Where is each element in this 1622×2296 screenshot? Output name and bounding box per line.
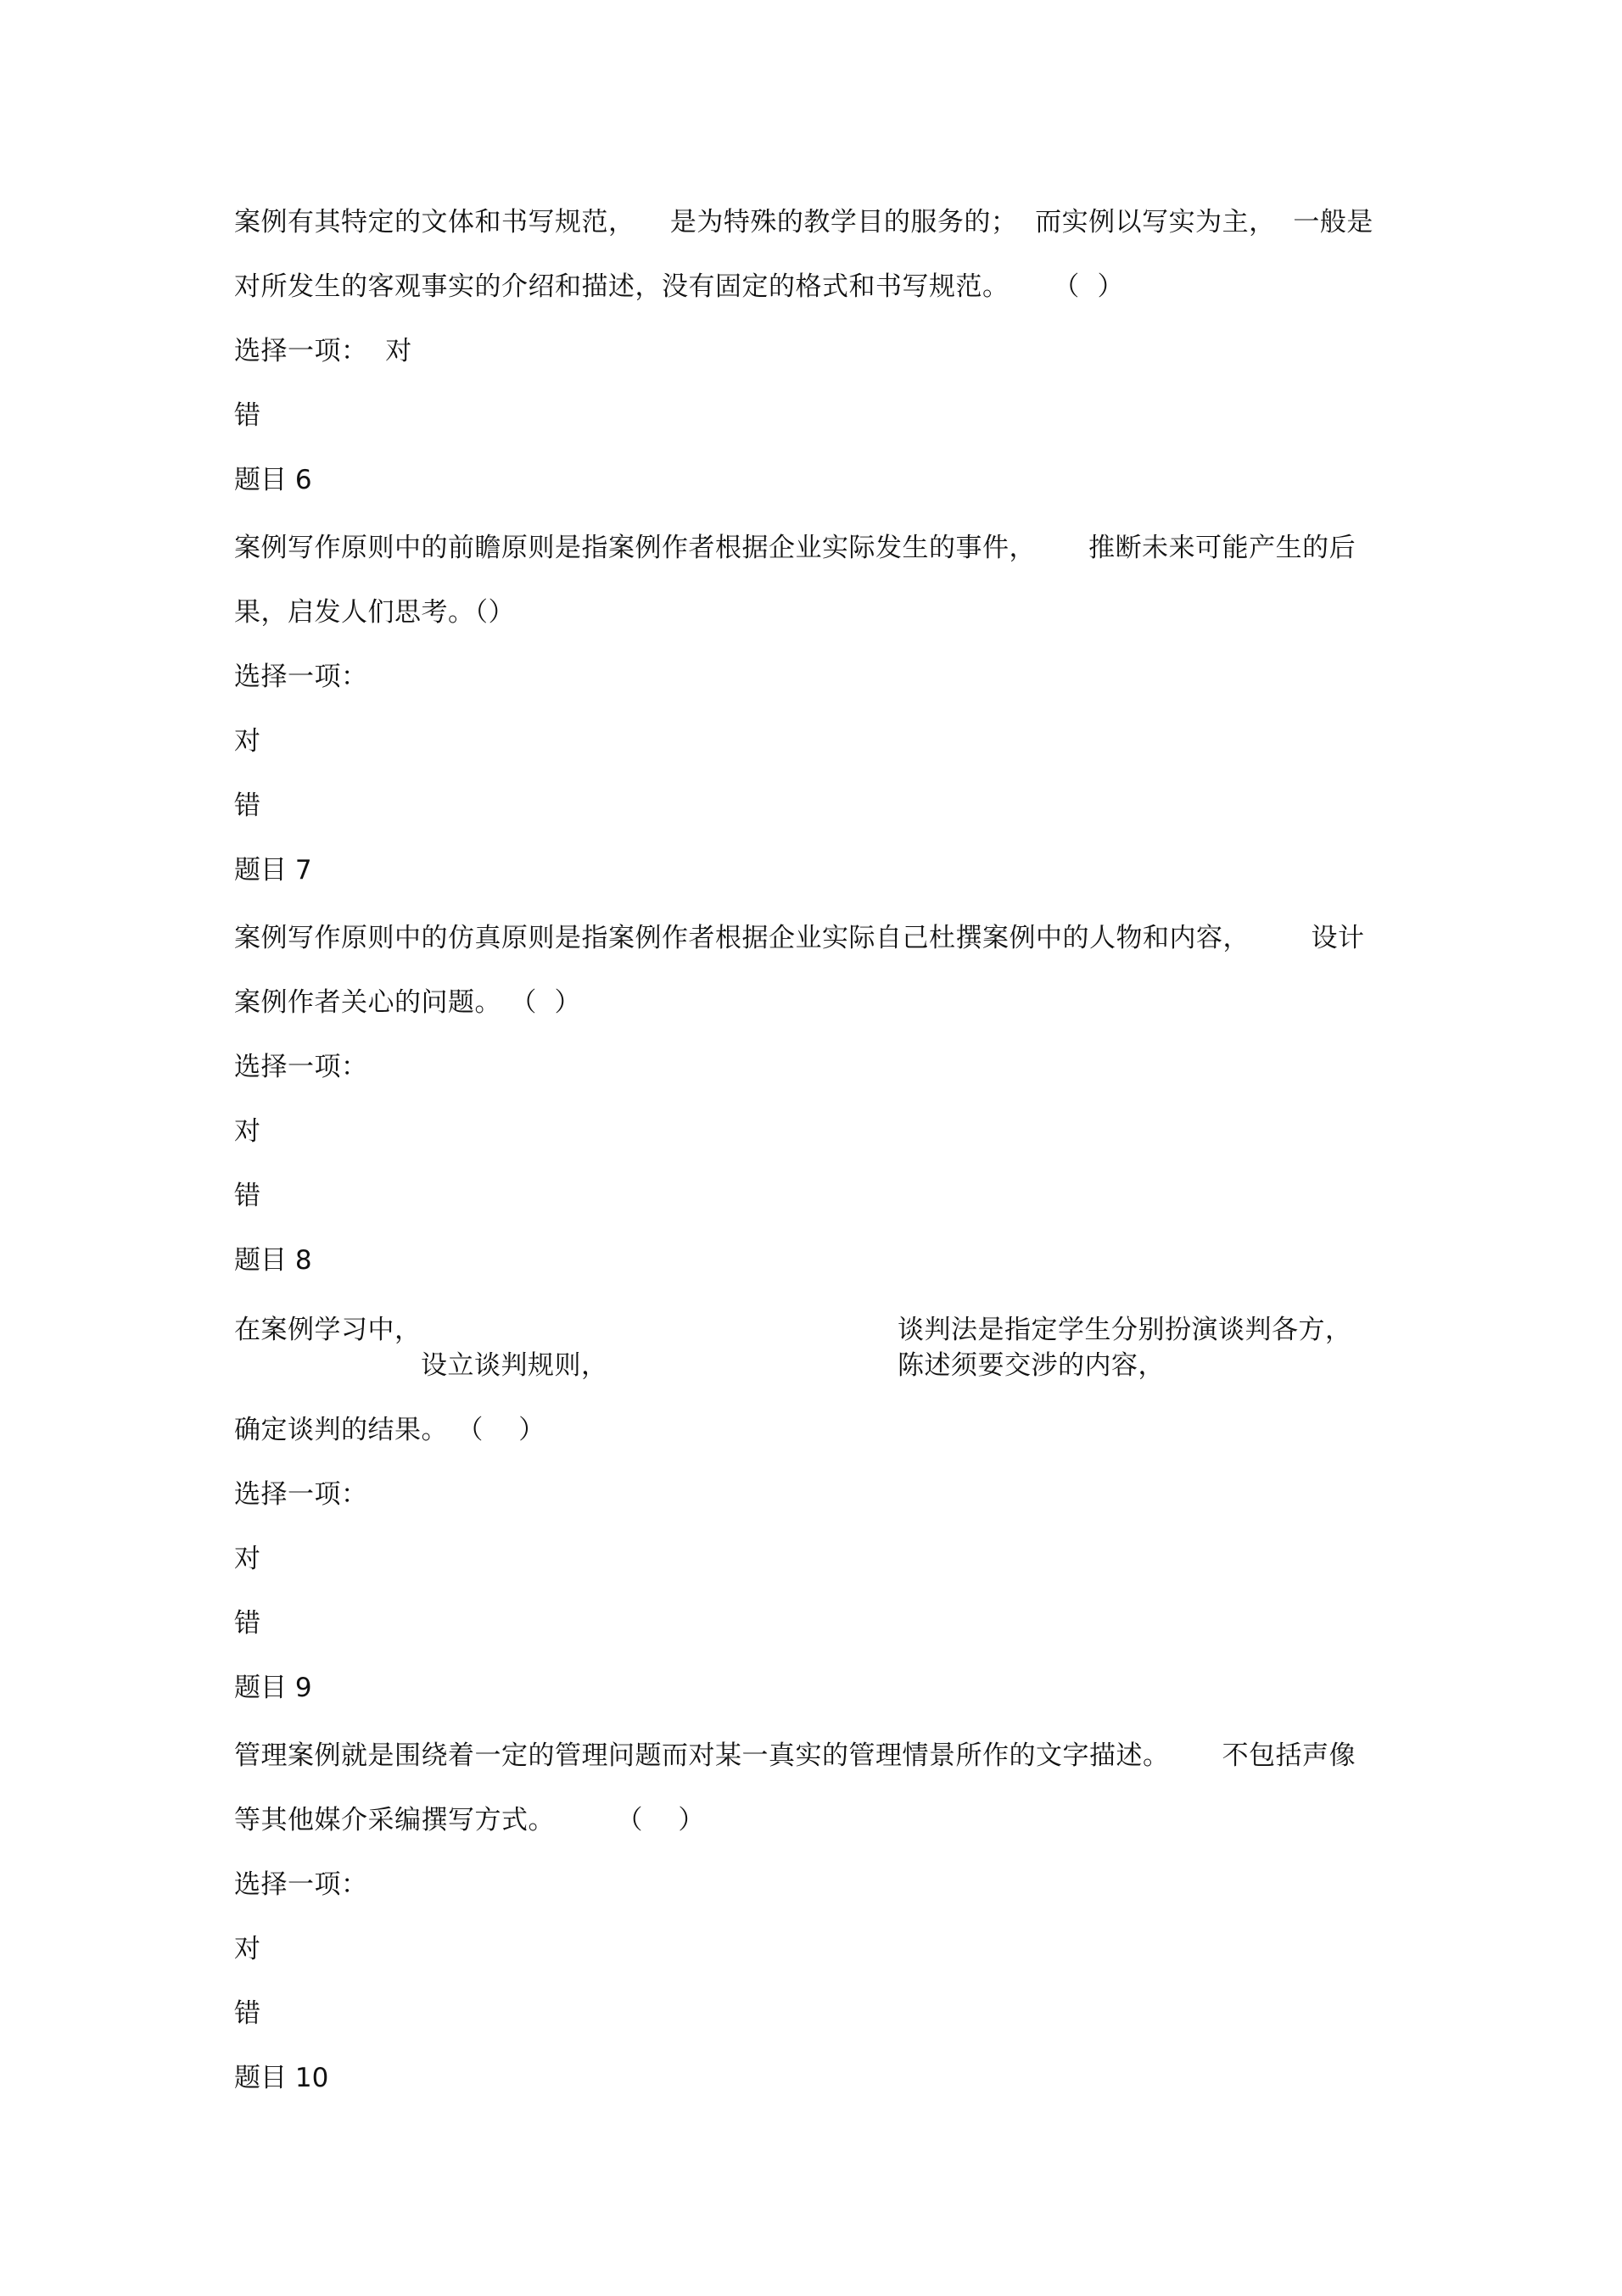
choose-one-label: 选择一项： — [234, 1869, 368, 1900]
question-text-line: 案例写作原则中的前瞻原则是指案例作者根据企业实际发生的事件， 推断未来可能产生的后 — [234, 533, 1356, 563]
question-title: 题目 7 — [234, 855, 312, 885]
option-right[interactable]: 对 — [234, 1934, 261, 1964]
option-right[interactable]: 对 — [234, 1116, 261, 1147]
question-text-segment: 陈述须要交涉的内容， — [898, 1350, 1165, 1381]
question-text-line: 案例作者关心的问题。 （ ） — [234, 987, 582, 1018]
question-text-line: 确定谈判的结果。 （ ） — [234, 1415, 545, 1445]
question-text-line: 管理案例就是围绕着一定的管理问题而对某一真实的管理情景所作的文字描述。 不包括声像 — [234, 1740, 1356, 1771]
question-title: 题目 9 — [234, 1673, 312, 1703]
option-wrong[interactable]: 错 — [234, 790, 261, 821]
option-right[interactable]: 对 — [234, 726, 261, 757]
option-wrong[interactable]: 错 — [234, 1181, 261, 1211]
question-text-line: 对所发生的客观事实的介绍和描述，没有固定的格式和书写规范。 （ ） — [234, 271, 1124, 302]
option-wrong[interactable]: 错 — [234, 400, 261, 431]
question-text-line: 案例有其特定的文体和书写规范， 是为特殊的教学目的服务的； 而实例以写实为主， 一般是 — [234, 207, 1373, 237]
question-text-segment: 谈判法是指定学生分别扮演谈判各方， — [898, 1315, 1352, 1345]
choose-one-label[interactable]: 选择一项： 对 — [234, 336, 412, 366]
question-title: 题目 8 — [234, 1245, 312, 1276]
option-right[interactable]: 对 — [234, 1544, 261, 1574]
question-text-line: 果，启发人们思考。（） — [234, 597, 515, 628]
option-wrong[interactable]: 错 — [234, 1608, 261, 1639]
question-text-line: 等其他媒介采编撰写方式。 （ ） — [234, 1805, 705, 1835]
question-title: 题目 10 — [234, 2063, 329, 2093]
choose-one-label: 选择一项： — [234, 662, 368, 692]
question-text-segment: 在案例学习中， — [234, 1315, 422, 1345]
question-text-segment: 设立谈判规则， — [421, 1350, 608, 1381]
question-title: 题目 6 — [234, 465, 312, 495]
option-wrong[interactable]: 错 — [234, 1998, 261, 2029]
choose-one-label: 选择一项： — [234, 1479, 368, 1510]
choose-one-label: 选择一项： — [234, 1052, 368, 1082]
question-text-line: 案例写作原则中的仿真原则是指案例作者根据企业实际自己杜撰案例中的人物和内容， 设计 — [234, 923, 1365, 953]
